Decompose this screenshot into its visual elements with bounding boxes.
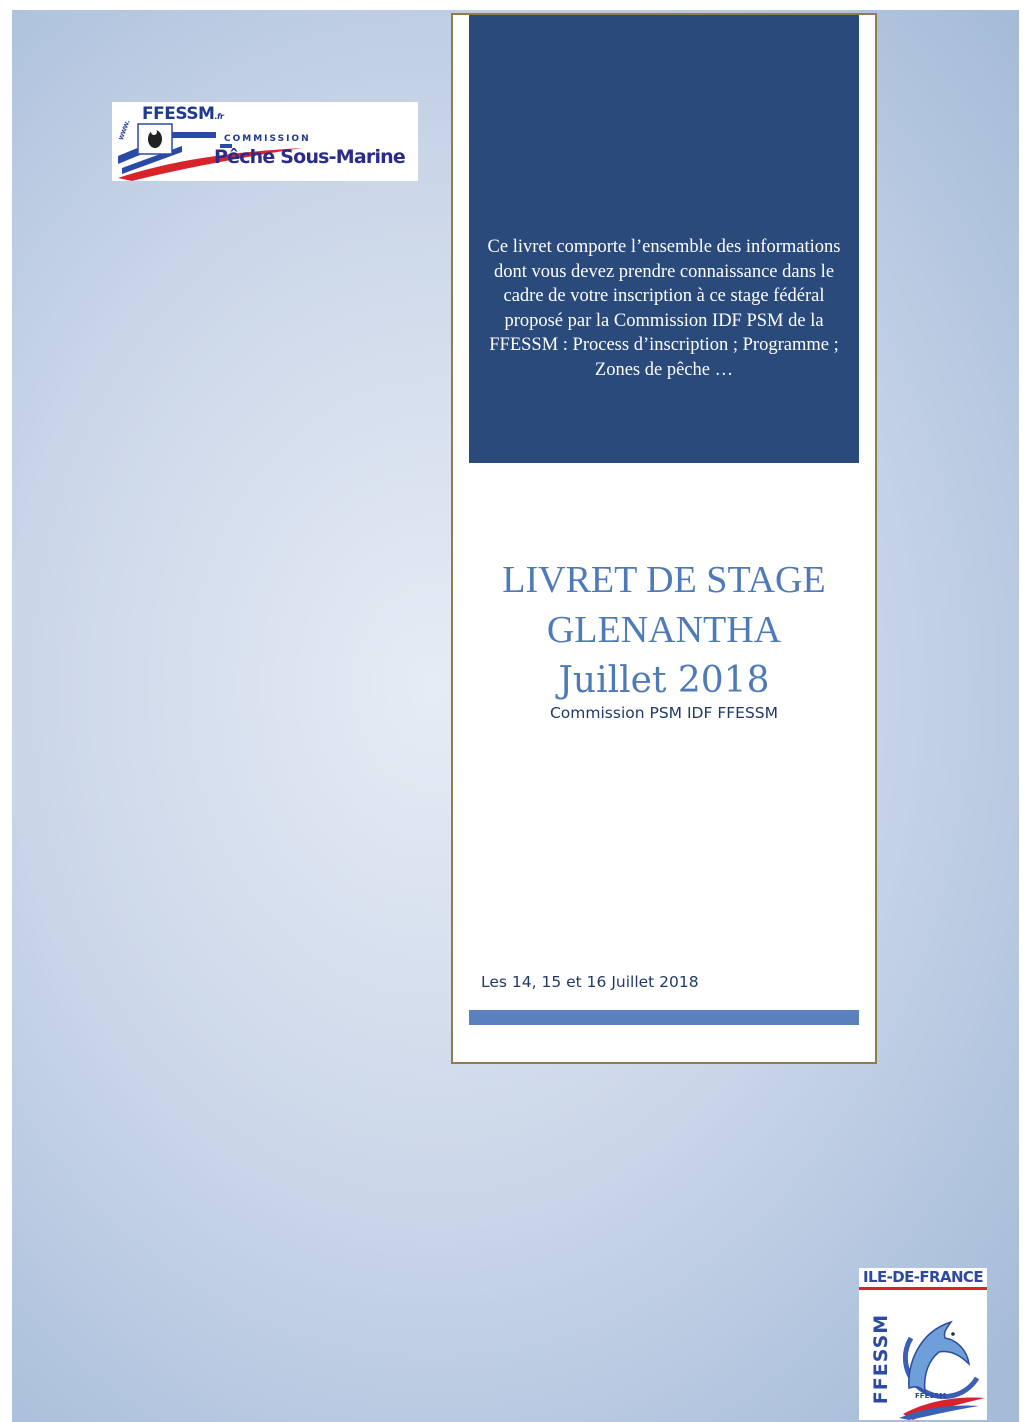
cover-panel [451,13,877,1064]
document-title-line-2: GLENANTHA [546,609,782,651]
document-title-line-1: LIVRET DE STAGE [502,559,826,601]
commission-logo-discipline: Pêche Sous-Marine [214,146,405,168]
document-title-line-3: Juillet 2018 [558,660,770,701]
intro-box [469,15,859,463]
idf-logo-vertical-brand: FFESSM [870,1313,892,1405]
document-subtitle: Commission PSM IDF FFESSM [549,704,778,722]
title-block [453,555,875,723]
document-page [12,10,1019,1422]
commission-logo-commission-word: COMMISSION [224,134,311,144]
idf-logo-region: ILE-DE-FRANCE [863,1268,983,1286]
commission-logo-brand: FFESSM.fr [142,104,224,124]
intro-text: Ce livret comporte l’ensemble des informations dont vous devez prendre connaissance dans le cadre de votre inscription à ce stage fédéral proposé par la Commission IDF PSM de la FFESSM : Process d’inscription ; Programme ; Zones de pêche … [487,237,841,380]
stage-dates: Les 14, 15 et 16 Juillet 2018 [481,973,699,991]
commission-logo-www: www. [116,118,132,142]
ile-de-france-logo [859,1268,987,1420]
ffessm-commission-logo [112,102,418,181]
idf-logo-small-brand: FFESSM [915,1392,947,1400]
bottom-bar [469,1010,859,1025]
